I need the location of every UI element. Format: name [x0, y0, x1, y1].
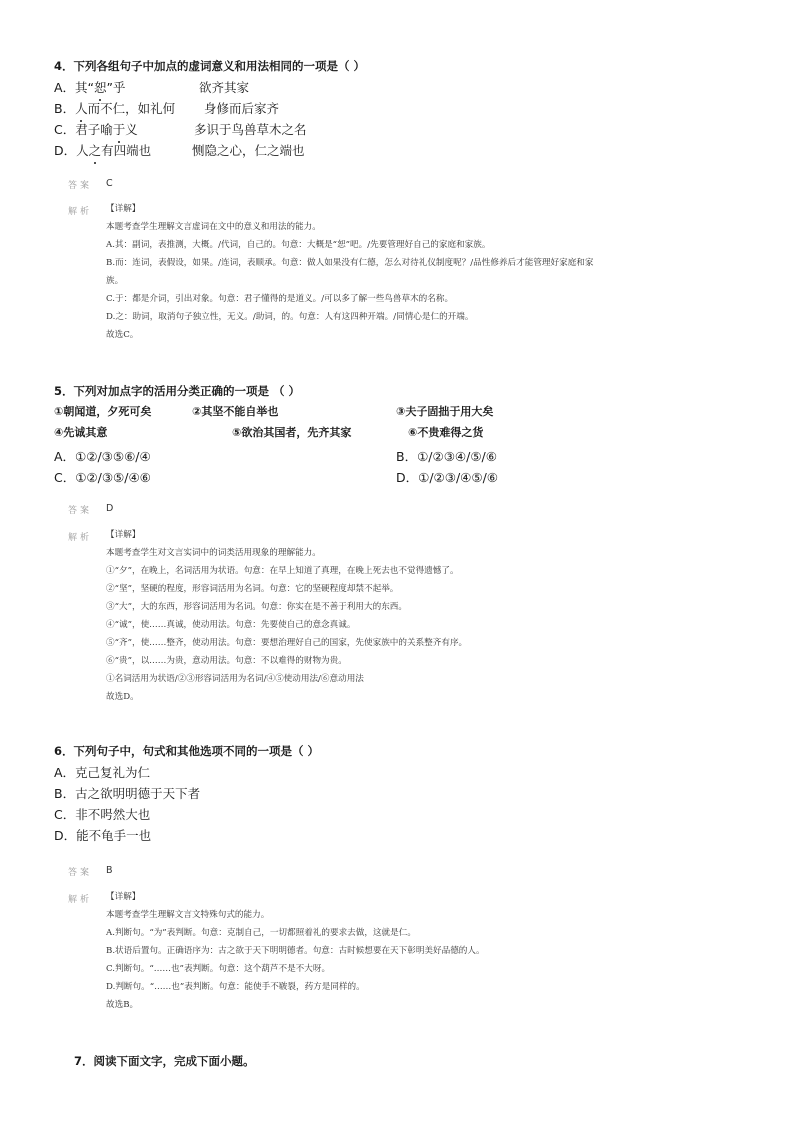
- options-list: [54, 77, 774, 161]
- explanation: 【详解】 本题考查学生理解文言虚词在文中的意义和用法的能力。 A.其：副词，表推测，大概。/代词，自己的。句意：大概是“恕”吧。/先要管理好自己的家庭和家族。 B.而：连词，表假设，如果。/连词，表顺承。句意：做人如果没有仁德，怎么对待礼仪制度呢？/品性修养后才能管理好家庭和家 族。 C.于：都是介词，引出对象。句意：君子懂得的是道义。/可以多了解一些鸟兽草木的名称。 D.之：助词，取消句子独立性，无义。/助词，的。句意：人有这四种开端。/同情心是仁的开端。 故选C。: [106, 204, 594, 340]
- option-d-second: 恻隐之心，仁之端也: [192, 143, 305, 158]
- option-b[interactable]: B．古之欲明明德于天下者: [54, 786, 201, 801]
- answer-value: C: [106, 178, 113, 189]
- option-b[interactable]: B．人而不仁，如礼何: [54, 98, 175, 119]
- question-4: [54, 57, 774, 161]
- explain-label: 解析: [68, 207, 93, 217]
- option-a-second: 欲齐其家: [199, 80, 250, 95]
- explanation: 【详解】 本题考查学生对文言实词中的词类活用现象的理解能力。 ①“夕”，在晚上，名词活用为状语。句意：在早上知道了真理，在晚上死去也不觉得遗憾了。 ②“坚”，坚硬的程度，形容词活用为名词。句意：它的坚硬程度却禁不起举。 ③“大”，大的东西，形容词活用为名词。句意：你实在是不善于利用大的东西。 ④“诚”，使……真诚，使动用法。句意：先要使自己的意念真诚。 ⑤“齐”，使……整齐，使动用法。句意：要想治理好自己的国家，先使家族中的关系整齐有序。 ⑥“贵”，以……为贵，意动用法。句意：不以难得的财物为贵。 ①名词活用为状语/②③形容词活用为名词/④⑤使动用法/⑥意动用法 故选D。: [106, 530, 468, 702]
- dotted-char: 于: [113, 119, 126, 140]
- option-a[interactable]: A．其“恕”乎: [54, 77, 126, 98]
- answer-label: 答案: [68, 868, 93, 878]
- question-stem: 5．下列对加点字的活用分类正确的一项是 （ ）: [54, 384, 301, 398]
- option-a[interactable]: A．克己复礼为仁: [54, 765, 151, 780]
- option-c[interactable]: C．①②/③⑤/④⑥: [54, 470, 151, 485]
- explain-label: 解析: [68, 533, 93, 543]
- option-d[interactable]: D．能不龟手一也: [54, 828, 152, 843]
- option-c[interactable]: C．非不呺然大也: [54, 807, 151, 822]
- dotted-char: 恕: [94, 77, 107, 98]
- answer-value: D: [106, 503, 114, 514]
- question-stem: 7．阅读下面文字，完成下面小题。: [74, 1054, 255, 1068]
- option-d[interactable]: D．①/②③/④⑤/⑥: [396, 470, 498, 485]
- option-b[interactable]: B．①/②③④/⑤/⑥: [396, 449, 497, 464]
- answer-label: 答案: [68, 506, 93, 516]
- options-list: [54, 446, 774, 488]
- option-d[interactable]: D．人之有四端也: [54, 140, 151, 161]
- explanation: 【详解】 本题考查学生理解文言文特殊句式的能力。 A.判断句。“为”表判断。句意：克制自己，一切都照着礼的要求去做，这就是仁。 B.状语后置句。正确语序为：古之欲于天下明明德者。句意：古时候想要在天下彰明美好品德的人。 C.判断句。“……也”表判断。句意：这个葫芦不是不大呀。 D.判断句。“……也”表判断。句意：能使手不皲裂，药方是同样的。 故选B。: [106, 892, 485, 1010]
- explain-label: 解析: [68, 895, 93, 905]
- dotted-char: 人: [75, 98, 88, 119]
- items-row-1: ①朝闻道，夕死可矣 ②其坚不能自举也 ③夫子固拙于用大矣: [54, 405, 494, 418]
- options-list: [54, 762, 774, 846]
- question-stem: 4．下列各组句子中加点的虚词意义和用法相同的一项是（ ）: [54, 59, 366, 73]
- option-b-second: 身修而后家齐: [204, 101, 280, 116]
- option-c[interactable]: C．君子喻于义: [54, 119, 138, 140]
- question-stem: 6．下列句子中，句式和其他选项不同的一项是（ ）: [54, 744, 320, 758]
- answer-value: B: [106, 865, 113, 876]
- question-6: [54, 742, 774, 846]
- option-a[interactable]: A．①②/③⑤⑥/④: [54, 449, 151, 464]
- question-5: [54, 382, 774, 488]
- answer-label: 答案: [68, 181, 93, 191]
- dotted-char: 之: [89, 140, 102, 161]
- items-row-2: ④先诚其意 ⑤欲治其国者，先齐其家 ⑥不贵难得之货: [54, 426, 484, 439]
- question-7: [74, 1052, 794, 1070]
- option-c-second: 多识于鸟兽草木之名: [194, 122, 307, 137]
